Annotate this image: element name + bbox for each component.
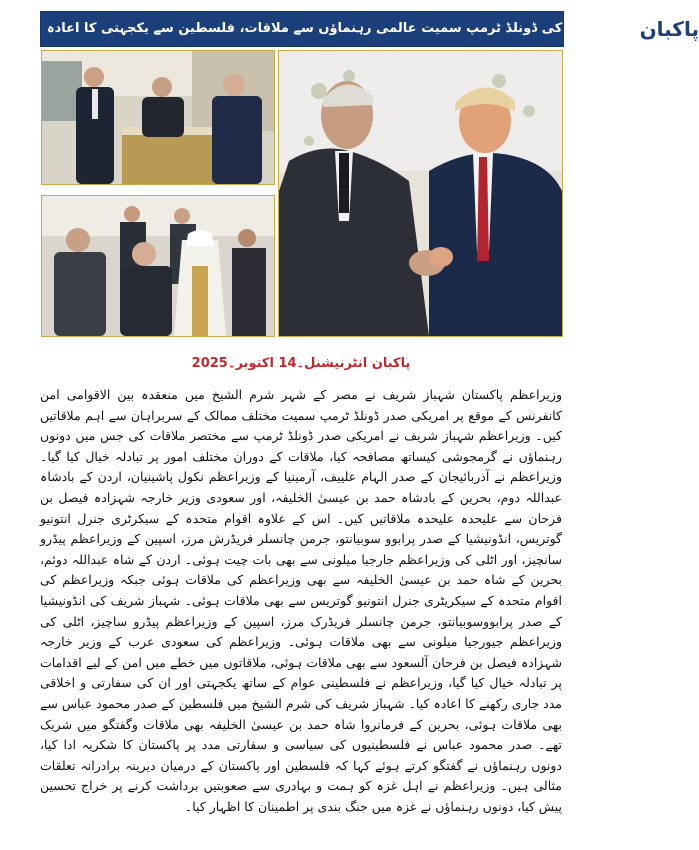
- article-body: وزیراعظم پاکستان شہباز شریف نے مصر کے شہر شرم الشیخ میں منعقدہ بین الاقوامی امن کانفرنس کے موقع پر امریکی صدر ڈونلڈ ٹرمپ سمیت مختلف ممالک کے سربراہان سے اہم ملاقاتیں کیں۔ وزیراعظم شہباز شریف نے امریکی صدر ڈونلڈ ٹرمپ سے مختصر ملاقات کی جس میں دونوں رہنماؤں نے گرمجوشی کیساتھ مصافحہ کیا، ملاقات کے دوران مختلف امور پر تبادلہ خیال کیا گیا۔ وزیراعظم نے آذربائیجان کے صدر الہام علییف، آرمینیا کے وزیراعظم نکول پاشینیان، اردن کے بادشاہ عبداللہ دوم، بحرین کے بادشاہ حمد بن عیسیٰ الخلیفہ، اور سعودی وزیر خارجہ شہزادہ فیصل بن فرحان سے علیحدہ علیحدہ ملاقاتیں کیں۔ اس کے علاوہ اقوام متحدہ کے سیکرٹری جنرل انتونیو گوتریس، انڈونیشیا کے صدر پرابوو سوبیانتو، جرمن چانسلر فریڈرش مرز، اسپین کے وزیراعظم پیڈرو سانچیز، اور اٹلی کی وزیراعظم جارجیا میلونی سے بھی بات چیت ہوئی۔ اردن کے شاہ عبداللہ دوئم، بحرین کے شاہ حمد بن عیسیٰ الخلیفہ سے بھی وزیراعظم کی ملاقات ہوئی جبکہ وزیراعظم کی اقوام متحدہ کے سیکریٹری جنرل انتونیو گوتریس سے بھی ملاقات ہوئی۔ شہباز شریف کی انڈونیشیا کے صدر پرابووسوبیانتو، جرمن چانسلر فریڈرک مرز، اسپین کے وزیراعظم پیڈرو ساچیز، اٹلی کی وزیراعظم جیورجیا میلونی سے بھی ملاقات ہوئی۔ وزیراعظم کی سعودی عرب کے وزیر خارجہ شہزادہ فیصل بن فرحان آلسعود سے بھی ملاقات ہوئی، ملاقاتوں میں خطے میں امن کے لیے اقدامات پر تبادلہ خیال کیا گیا، وزیراعظم نے فلسطینی عوام کے ساتھ یکجہتی اور ان کی سفارتی و اخلاقی مدد جاری رکھنے کا اعادہ کیا۔ شہباز شریف کی شرم الشیخ میں فلسطین کے صدر محمود عباس سے بھی ملاقات ہوئی، بحرین کے فرمانروا شاہ حمد بن عیسیٰ الخلیفہ بھی ملاقات وگفتگو میں شریک تھے۔ صدر محمود عباس نے فلسطینیوں کی سیاسی و سفارتی مدد پر پاکستان کا شکریہ ادا کیا، دونوں رہنماؤں نے گفتگو کرتے ہوئے کہا کہ فلسطین اور پاکستان کے درمیان دیرینہ برادرانہ تعلقات مثالی ہیں۔ وزیراعظم نے اہل غزہ کو ہمت و بہادری سے صعوبتیں برداشت کرنے پر خراج تحسین پیش کیا، دونوں رہنماؤں نے غزہ میں جنگ بندی پر اطمینان کا اظہار کیا۔: [40, 387, 562, 814]
- photo-handshake: [278, 50, 563, 337]
- headline-text: وزیراعظم کی ڈونلڈ ٹرمپ سمیت عالمی رہنماؤں سے ملاقات، فلسطین سے یکجہتی کا اعادہ: [47, 21, 632, 36]
- photo-leaders-group: [41, 195, 275, 337]
- headline-banner: [40, 11, 699, 47]
- dateline: پاکبان انٹرنیشنل۔14 اکتوبر۔2025: [191, 356, 411, 371]
- photo-leaders-table: [41, 50, 275, 185]
- masthead-logo: پاکبان: [640, 14, 699, 44]
